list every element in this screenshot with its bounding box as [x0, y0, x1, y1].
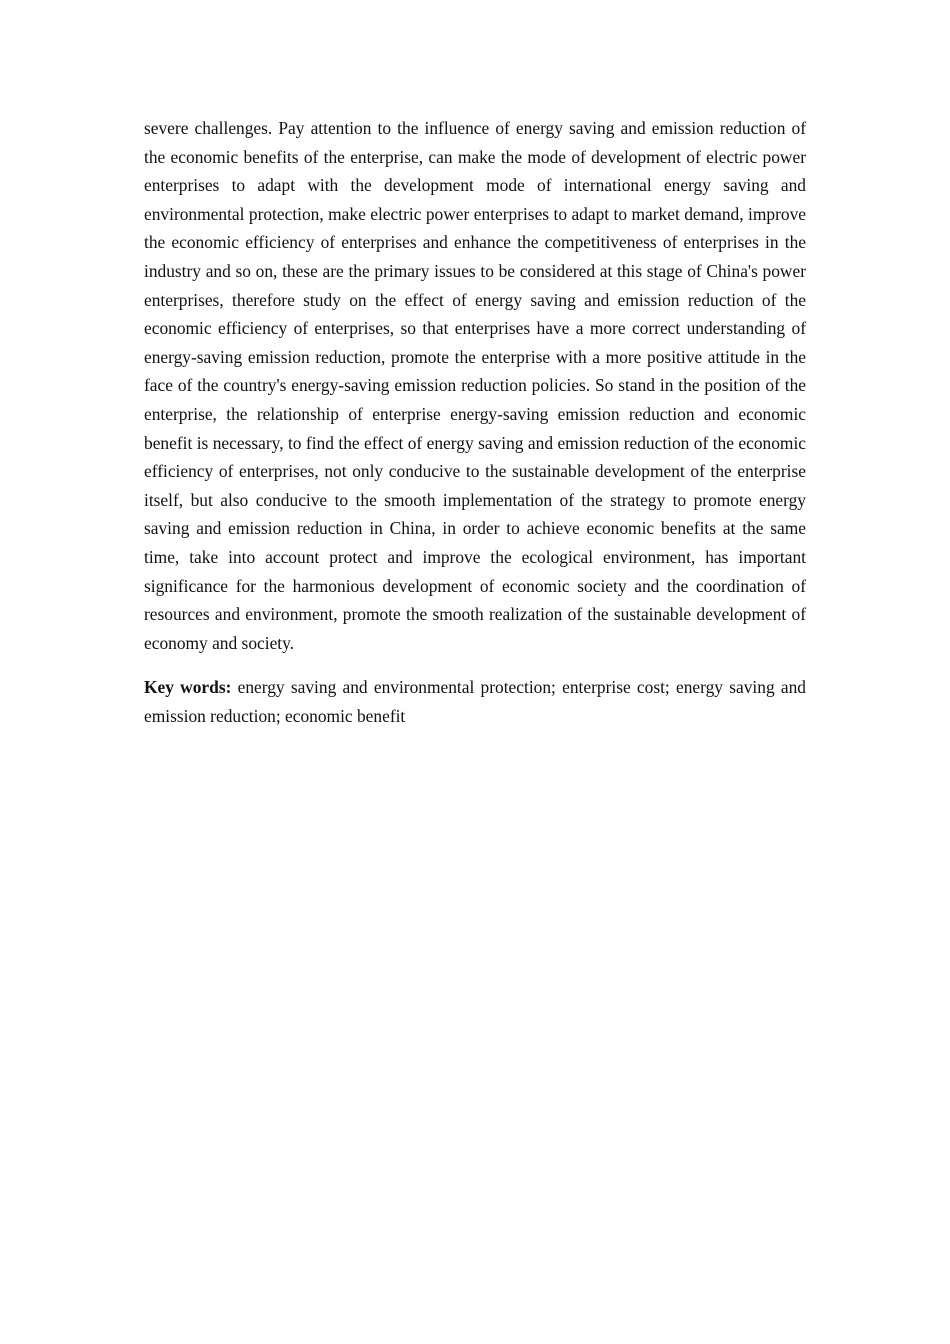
abstract-paragraph: severe challenges. Pay attention to the influence of energy saving and emission reduction of the economic benefits of the enterprise, can make the mode of development of electric power enterprises to adapt with the development mode of international energy saving and environmental protection, make electric power enterprises to adapt to market demand, improve the economic efficiency of enterprises and enhance the competitiveness of enterprises in the industry and so on, these are the primary issues to be considered at this stage of China's power enterprises, therefore study on the effect of energy saving and emission reduction of the economic efficiency of enterprises, so that enterprises have a more correct understanding of energy-saving emission reduction, promote the enterprise with a more positive attitude in the face of the country's energy-saving emission reduction policies. So stand in the position of the enterprise, the relationship of enterprise energy-saving emission reduction and economic benefit is necessary, to find the effect of energy saving and emission reduction of the economic efficiency of enterprises, not only conducive to the sustainable development of the enterprise itself, but also conducive to the smooth implementation of the strategy to promote energy saving and emission reduction in China, in order to achieve economic benefits at the same time, take into account protect and improve the ecological environment, has important significance for the harmonious development of economic society and the coordination of resources and environment, promote the smooth realization of the sustainable development of economy and society. — [144, 118, 806, 653]
keywords-paragraph — [144, 673, 806, 730]
keywords-text: energy saving and environmental protection; enterprise cost; energy saving and emission reduction; economic benefit — [144, 677, 806, 726]
keywords-label: Key words: — [144, 677, 232, 698]
abstract-section — [144, 114, 806, 730]
